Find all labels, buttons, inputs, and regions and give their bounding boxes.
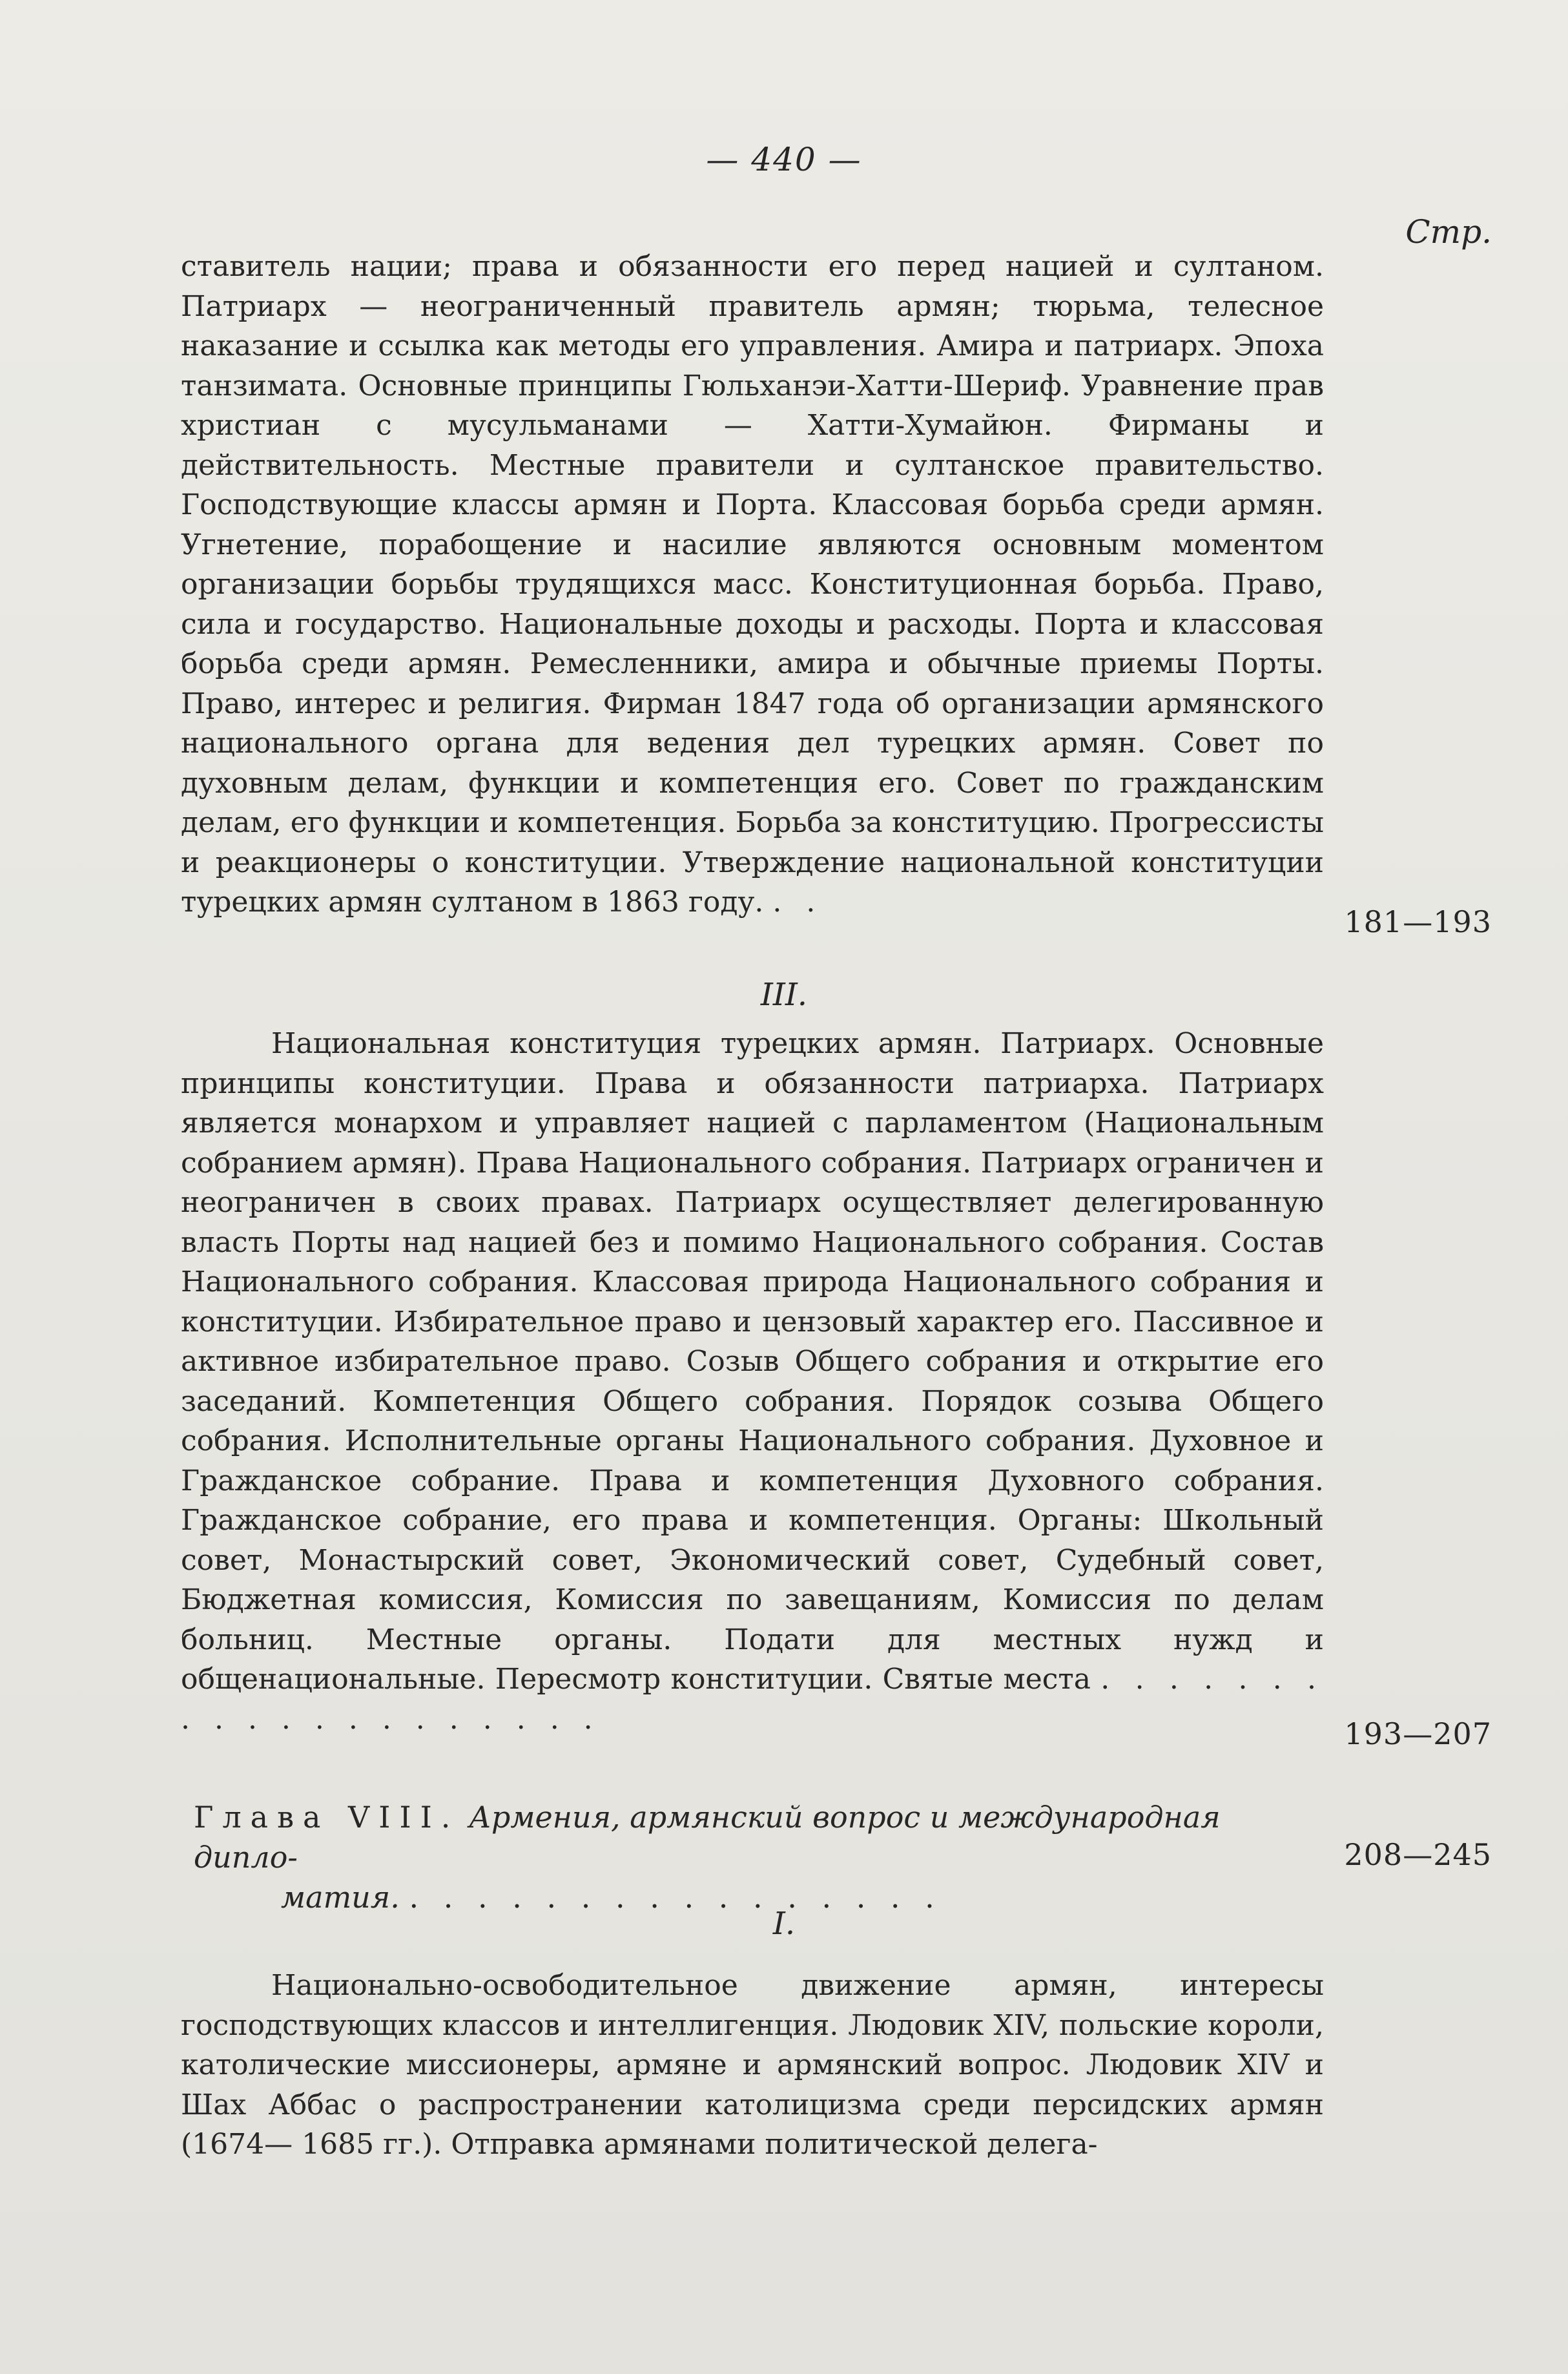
toc-entry-pages-2: 193—207 bbox=[1344, 1716, 1492, 1751]
toc-entry-description: Национальная конституция турецких армян. Патриарх. Основные принципы конституции. Права и обязанности патриарха. Патриарх является монархом и управляет нацией с парламентом (Национальным собранием армян). Права Национального собрания. Патриарх ограничен и неограничен в своих правах. Патриарх осуществляет делегированную власть Порты над нацией без и помимо Национального собрания. Состав Национального собрания. Классовая природа Национального собрания и конституции. Избирательное право и цензовый характер его. Пассивное и активное избирательное право. Созыв Общего собрания и открытие его заседаний. Компетенция Общего собрания. Порядок созыва Общего собрания. Исполнительные органы Национального собрания. Духовное и Гражданское собрание. Права и компетенция Духовного собрания. Гражданское собрание, его права и компетенция. Органы: Школьный совет, Монастырский совет, Экономический совет, Судебный совет, Бюджетная комиссия, Комиссия по завещаниям, Комиссия по делам больниц. Местные органы. Подати для местных нужд и общенациональные. Пересмотр конституции. Святые места bbox=[181, 1027, 1324, 1696]
section-number-III: III. bbox=[760, 977, 808, 1013]
toc-entry-text-2 bbox=[181, 1024, 1324, 1739]
toc-entry-description: Национально-освободительное движение армян, интересы господствующих классов и интеллигенция. Людовик XIV, польские короли, католические миссионеры, армяне и армянский вопрос. Людовик XIV и Шах Аббас о распространении католицизма среди персидских армян (1674— 1685 гг.). Отправка армянами политической делега- bbox=[181, 1969, 1324, 2161]
dot-leader: . . . . . . . . . . . . . . . . . . . . bbox=[181, 1663, 1324, 1736]
toc-entry-pages-1: 181—193 bbox=[1344, 904, 1492, 939]
chapter-heading bbox=[194, 1797, 1324, 1917]
dot-leader: . . . . . . . . . . . . . . . . bbox=[409, 1880, 942, 1915]
toc-entry-description: ставитель нации; права и обязанности его перед нацией и султаном. Патриарх — неограниченный правитель армян; тюрьма, телесное наказание и ссылка как методы его управления. Амира и патриарх. Эпоха танзимата. Основные принципы Гюльханэи-Хатти-Шериф. Уравнение прав христиан с мусульманами — Хатти-Хумайюн. Фирманы и действительность. Местные правители и султанское правительство. Господствующие классы армян и Порта. Классовая борьба среди армян. Угнетение, порабощение и насилие являются основным моментом организации борьбы трудящихся масс. Конституционная борьба. Право, сила и государство. Национальные доходы и расходы. Порта и классовая борьба среди армян. Ремесленники, амира и обычные приемы Порты. Право, интерес и религия. Фирман 1847 года об организации армянского национального органа для ведения дел турецких армян. Совет по духовным делам, функции и компетенция его. Совет по гражданским делам, его функции и компетенция. Борьба за конституцию. Прогрессисты и реакционеры о конституции. Утверждение национальной конституции турецких армян султаном в 1863 году. bbox=[181, 250, 1324, 919]
page-number: — 440 — bbox=[706, 141, 862, 178]
section-number-I: I. bbox=[772, 1906, 796, 1942]
chapter-pages: 208—245 bbox=[1344, 1837, 1492, 1872]
page-column-header: Стр. bbox=[1405, 213, 1492, 251]
toc-entry-text-3 bbox=[181, 1966, 1324, 2165]
chapter-label: Глава VIII. bbox=[194, 1800, 460, 1835]
dot-leader: . . bbox=[772, 886, 823, 919]
chapter-title: Армения, армянский вопрос и международная дипло- bbox=[194, 1800, 1221, 1875]
toc-entry-text-1 bbox=[181, 247, 1324, 922]
chapter-title-line-2: матия. bbox=[281, 1880, 400, 1915]
